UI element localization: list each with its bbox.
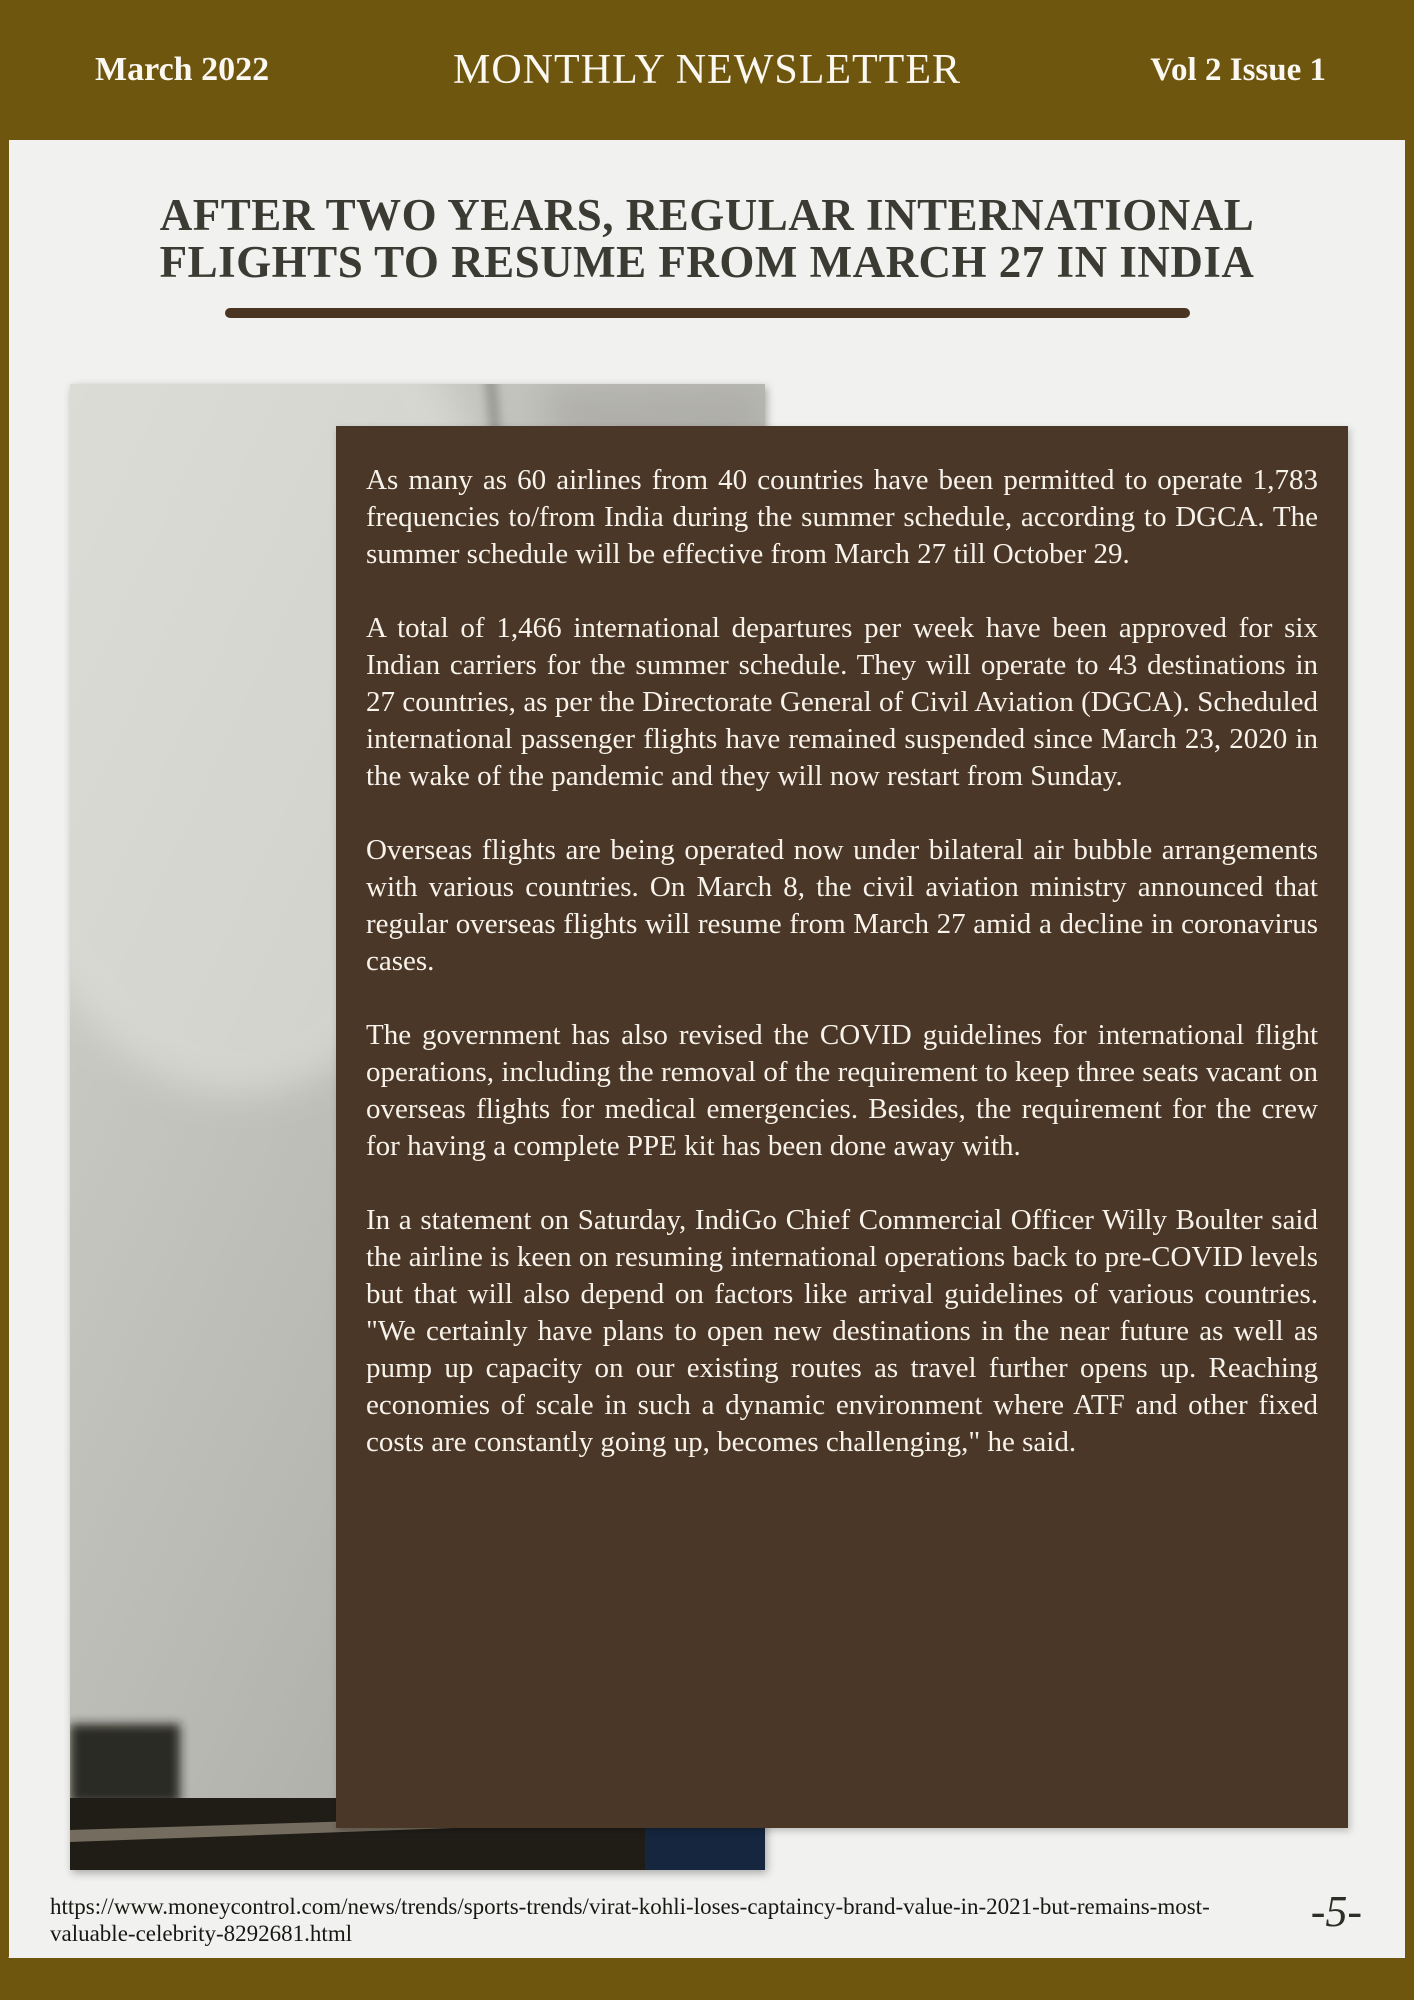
article-paragraph: Overseas flights are being operated now under bilateral air bubble arrangements with various countries. On March 8, the civil aviation ministry announced that regular overseas flights will resume from March 27 amid a decline in coronavirus cases.	[366, 834, 1318, 977]
header-date: March 2022	[95, 51, 270, 88]
source-url: https://www.moneycontrol.com/news/trends/sports-trends/virat-kohli-loses-captaincy-brand-value-in-2021-but-remains-most-valuable-celebrity-8292681.html	[50, 1894, 1210, 1946]
article-paragraph: The government has also revised the COVID guidelines for international flight operations, including the removal of the requirement to keep three seats vacant on overseas flights for medical emergencies. Besides, the requirement for the crew for having a complete PPE kit has been done away with.	[366, 1019, 1318, 1162]
right-border	[1405, 138, 1414, 1960]
article-text-panel	[336, 426, 1348, 1828]
page-number: -5-	[1310, 1887, 1362, 1936]
left-border	[0, 138, 9, 1960]
article-paragraph: As many as 60 airlines from 40 countries have been permitted to operate 1,783 frequencies to/from India during the summer schedule, according to DGCA. The summer schedule will be effective from March 27 till October 29.	[366, 464, 1318, 570]
newsletter-title: MONTHLY NEWSLETTER	[453, 47, 961, 93]
header-bar	[0, 0, 1414, 140]
article-paragraph: In a statement on Saturday, IndiGo Chief Commercial Officer Willy Boulter said the airline is keen on resuming international operations back to pre-COVID levels but that will also depend on factors like arrival guidelines of various countries. "We certainly have plans to open new destinations in the near future as well as pump up capacity on our existing routes as travel further opens up. Reaching economies of scale in such a dynamic environment where ATF and other fixed costs are constantly going up, becomes challenging," he said.	[366, 1204, 1318, 1458]
article-paragraph: A total of 1,466 international departures per week have been approved for six Indian carriers for the summer schedule. They will operate to 43 destinations in 27 countries, as per the Directorate General of Civil Aviation (DGCA). Scheduled international passenger flights have remained suspended since March 23, 2020 in the wake of the pandemic and they will now restart from Sunday.	[366, 612, 1318, 792]
headline-line-1: AFTER TWO YEARS, REGULAR INTERNATIONAL	[159, 190, 1255, 240]
footer-bar	[0, 1958, 1414, 2000]
headline-divider	[225, 308, 1190, 318]
headline-line-2: FLIGHTS TO RESUME FROM MARCH 27 IN INDIA	[159, 237, 1255, 287]
header-issue: Vol 2 Issue 1	[1150, 51, 1326, 88]
